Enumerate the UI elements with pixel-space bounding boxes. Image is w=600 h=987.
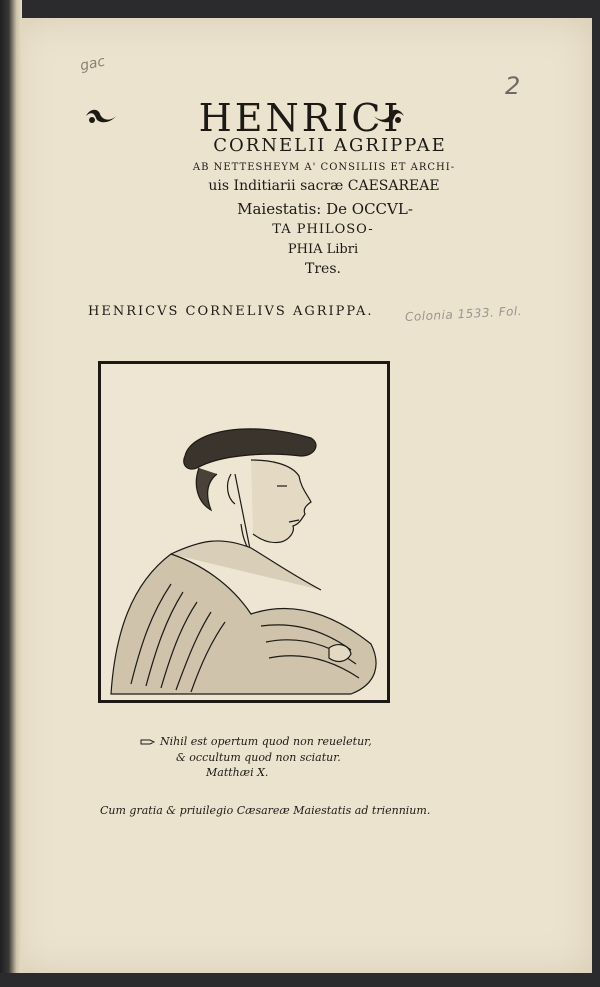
motto-line-3: Matthæi X.: [206, 766, 269, 779]
woodcut-portrait: [98, 361, 390, 703]
motto-line-1: [140, 735, 400, 748]
motto-line-2: & occultum quod non sciatur.: [176, 751, 341, 764]
catalog-note: Colonia 1533. Fol.: [404, 303, 523, 325]
pencil-note: gac: [78, 53, 107, 75]
title-line-1: HENRICI: [198, 96, 402, 140]
title-line-3: AB NETTESHEYM A' CONSILIIS ET ARCHI-: [192, 162, 456, 173]
portrait-image: [101, 364, 387, 700]
title-line-4: uis Inditiarii sacræ CAESAREAE: [208, 178, 440, 194]
title-line-8: Tres.: [305, 261, 341, 277]
title-line-6: TA PHILOSO-: [272, 222, 374, 237]
title-line-5: Maiestatis: De OCCVL-: [237, 200, 413, 218]
bottom-frame: [0, 973, 600, 987]
author-caption: HENRICVS CORNELIVS AGRIPPA.: [88, 304, 374, 319]
title-line-7: PHIA Libri: [287, 242, 359, 257]
motto-text-1: Nihil est opertum quod non reueletur,: [160, 735, 372, 748]
page-number: 2: [505, 72, 521, 100]
privilege-line: Cum gratia & priuilegio Cæsareæ Maiestatis ad triennium.: [100, 804, 431, 817]
title-line-2: CORNELII AGRIPPAE: [213, 135, 447, 156]
pointing-hand-icon: [140, 737, 156, 747]
